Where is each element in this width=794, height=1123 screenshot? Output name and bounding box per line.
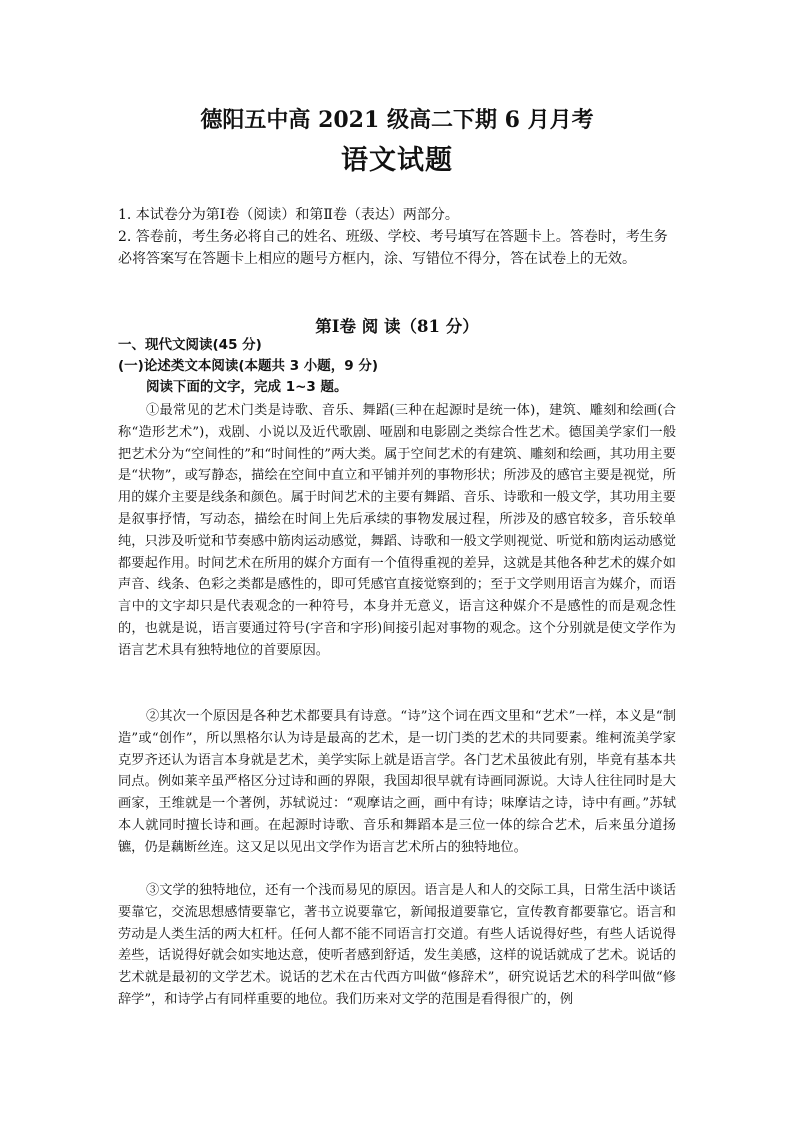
- instruction-1: 1. 本试卷分为第Ⅰ卷（阅读）和第Ⅱ卷（表达）两部分。: [118, 207, 459, 223]
- passage-paragraph-2: ②其次一个原因是各种艺术都要具有诗意。“诗”这个词在西文里和“艺术”一样，本义是“制造”或“创作”，所以黑格尔认为诗是最高的艺术，是一切门类的艺术的共同要素。维柯流美学家克罗齐还认为语言本身就是艺术，美学实际上就是语言学。各门艺术虽彼此有别，毕竟有基本共同点。例如莱辛虽严格区分过诗和画的界限，我国却很早就有诗画同源说。大诗人往往同时是大画家，王维就是一个著例，苏轼说过：“观摩诘之画，画中有诗；味摩诘之诗，诗中有画。”苏轼本人就同时擅长诗和画。在起源时诗歌、音乐和舞蹈本是三位一体的综合艺术，后来虽分道扬镳，仍是藕断丝连。这又足以见出文学作为语言艺术所占的独特地位。: [118, 709, 676, 855]
- passage-paragraph-1: ①最常见的艺术门类是诗歌、音乐、舞蹈(三种在起源时是统一体)，建筑、雕刻和绘画(合称“造形艺术”)，戏剧、小说以及近代歌剧、哑剧和电影剧之类综合性艺术。德国美学家们一般把艺术分为“空间性的”和“时间性的”两大类。属于空间艺术的有建筑、雕刻和绘画，其功用主要是“状物”，或写静态，描绘在空间中直立和平铺并列的事物形状；所涉及的感官主要是视觉，所用的媒介主要是线条和颜色。属于时间艺术的主要有舞蹈、音乐、诗歌和一般文学，其功用主要是叙事抒情，写动态，描绘在时间上先后承续的事物发展过程，所涉及的感官较多，音乐较单纯，只涉及听觉和节奏感中筋肉运动感觉，舞蹈、诗歌和一般文学则视觉、听觉和筋肉运动感觉都要起作用。时间艺术在所用的媒介方面有一个值得重视的差异，这就是其他各种艺术的媒介如声音、线条、色彩之类都是感性的，即可凭感官直接觉察到的；至于文学则用语言为媒介，而语言中的文字却只是代表观念的一种符号，本身并无意义，语言这种媒介不是感性的而是观念性的，也就是说，语言要通过符号(字音和字形)间接引起对事物的观念。这个分别就是使文学作为语言艺术具有独特地位的首要原因。: [118, 403, 676, 658]
- exam-title: 德阳五中高 2021 级高二下期 6 月月考: [200, 107, 594, 133]
- subject-title: 语文试题: [341, 145, 453, 176]
- section-title: 第Ⅰ卷 阅 读（81 分）: [315, 317, 479, 336]
- part-heading: 一、现代文阅读(45 分): [118, 337, 262, 353]
- reading-directive: 阅读下面的文字，完成 1~3 题。: [146, 379, 348, 395]
- instruction-2: 2. 答卷前，考生务必将自己的姓名、班级、学校、考号填写在答题卡上。答卷时，考生务必将答案写在答题卡上相应的题号方框内，涂、写错位不得分，答在试卷上的无效。: [118, 229, 668, 267]
- subpart-heading: (一)论述类文本阅读(本题共 3 小题，9 分): [118, 358, 379, 374]
- passage-paragraph-3: ③文学的独特地位，还有一个浅而易见的原因。语言是人和人的交际工具，日常生活中谈话要靠它，交流思想感情要靠它，著书立说要靠它，新闻报道要靠它，宣传教育都要靠它。语言和劳动是人类生活的两大杠杆。任何人都不能不同语言打交道。有些人话说得好些，有些人话说得差些，话说得好就会如实地达意，使听者感到舒适，发生美感，这样的说话就成了艺术。说话的艺术就是最初的文学艺术。说话的艺术在古代西方叫做“修辞术”，研究说话艺术的科学叫做“修辞学”，和诗学占有同样重要的地位。我们历来对文学的范围是看得很广的，例: [118, 883, 676, 1007]
